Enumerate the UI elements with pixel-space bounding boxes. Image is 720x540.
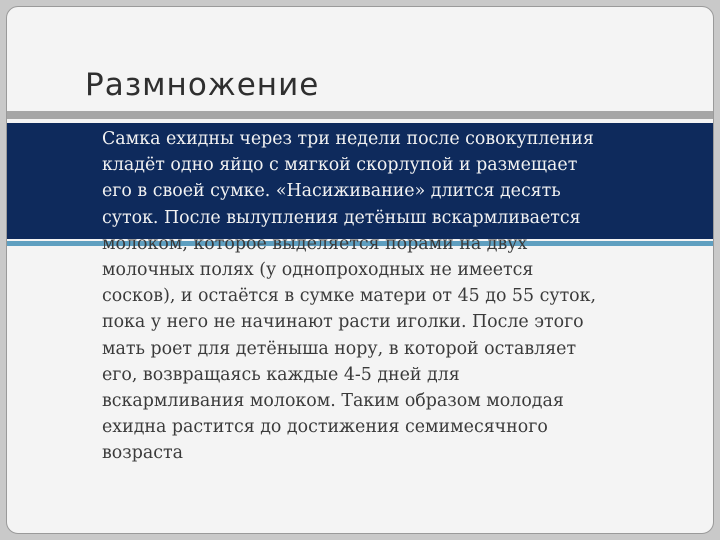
slide-title: Размножение: [85, 67, 320, 103]
body-line: вскармливания молоком. Таким образом молодая: [102, 391, 564, 412]
body-line: сосков), и остаётся в сумке матери от 45 до 55 суток,: [102, 286, 597, 307]
body-line: его, возвращаясь каждые 4-5 дней для: [102, 364, 460, 385]
body-line: кладёт одно яйцо с мягкой скорлупой и размещает: [102, 155, 578, 176]
body-line: молоком, которое выделяется порами на двух: [102, 233, 528, 254]
body-line: пока у него не начинают расти иголки. После этого: [102, 312, 584, 333]
body-line: молочных полях (у однопроходных не имеется: [102, 260, 534, 281]
body-line: ехидна растится до достижения семимесячного: [102, 417, 548, 438]
slide-card: [6, 6, 714, 534]
slide-body-text: [102, 126, 702, 467]
body-line: возраста: [102, 443, 183, 464]
body-line: Самка ехидны через три недели после совокупления: [102, 129, 594, 149]
body-line: мать роет для детёныша нору, в которой оставляет: [102, 338, 577, 359]
body-line: суток. После вылупления детёныш вскармливается: [102, 207, 581, 228]
gray-divider-stripe: [7, 111, 713, 119]
body-line: его в своей сумке. «Насиживание» длится десять: [102, 181, 561, 202]
